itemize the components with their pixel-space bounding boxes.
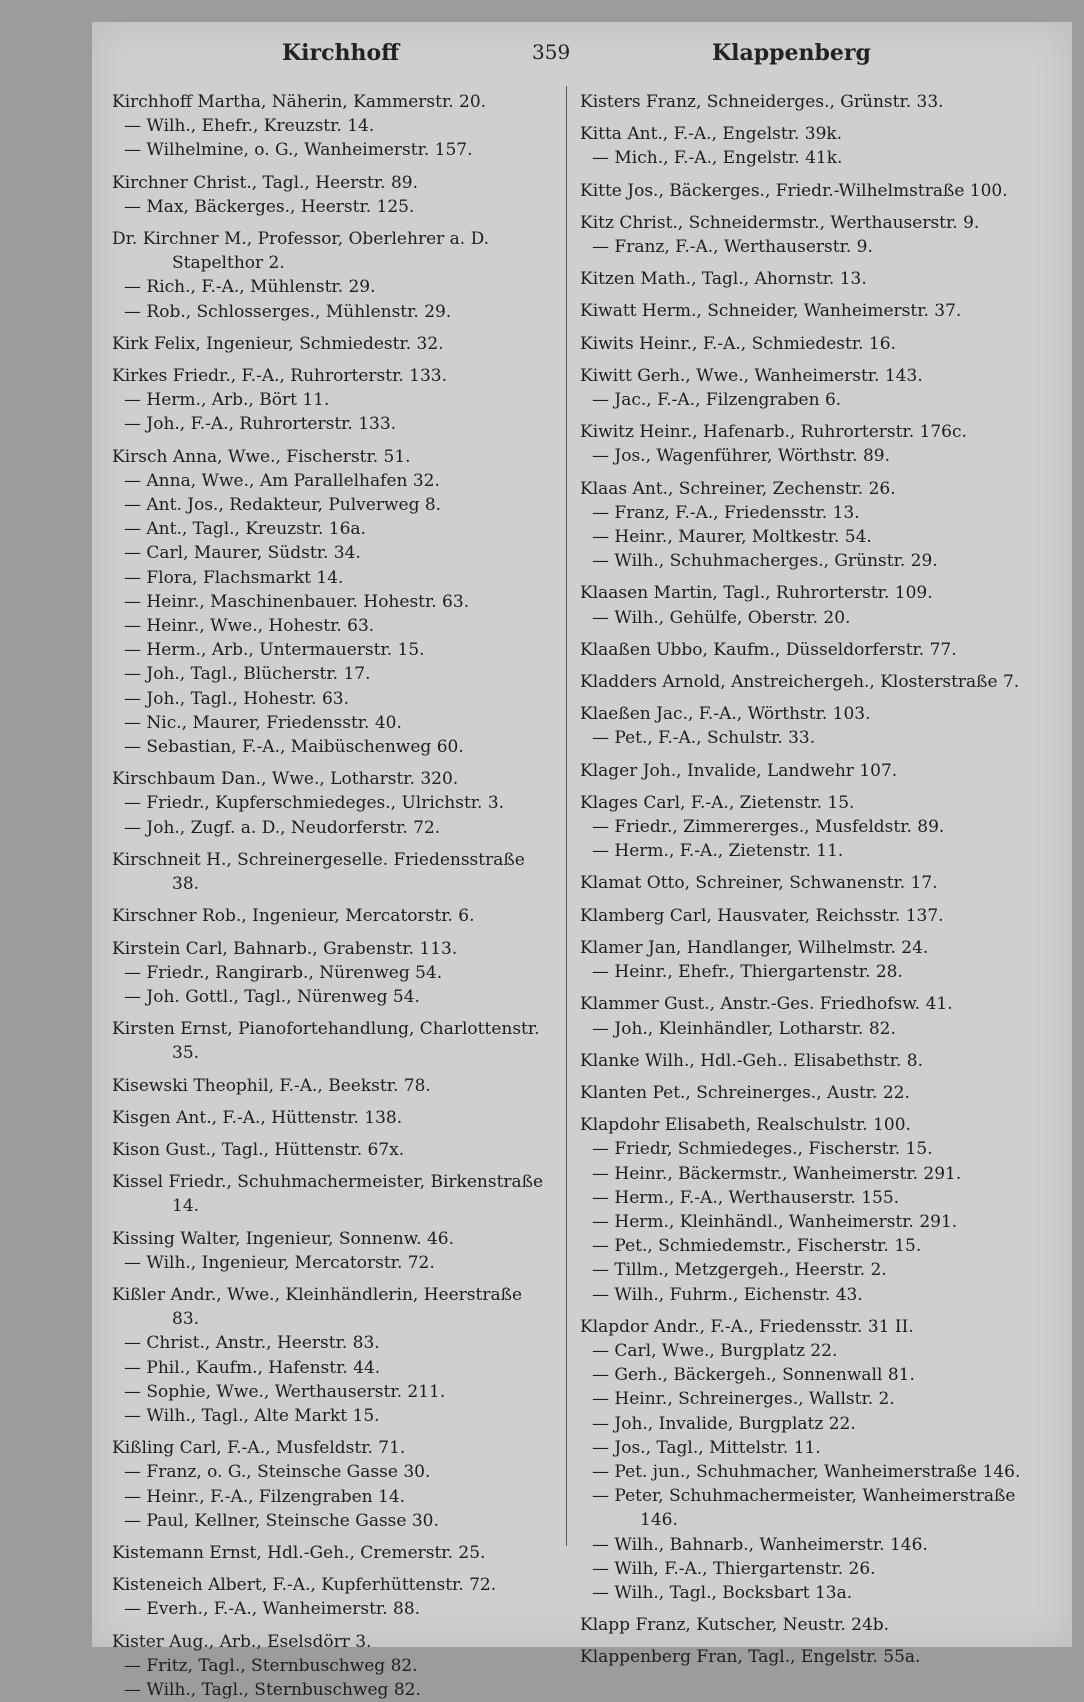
directory-entry: — Wilh., Ehefr., Kreuzstr. 14.	[124, 116, 375, 137]
directory-entry: — Ant., Tagl., Kreuzstr. 16a.	[124, 519, 366, 540]
directory-entry: Klammer Gust., Anstr.-Ges. Friedhofsw. 41.	[580, 994, 953, 1015]
directory-entry: — Heinr., F.-A., Filzengraben 14.	[124, 1486, 406, 1507]
directory-entry: Kirschner Rob., Ingenieur, Mercatorstr. 6.	[112, 906, 475, 927]
directory-entry: Kitta Ant., F.-A., Engelstr. 39k.	[580, 124, 843, 145]
directory-entry: Kirkes Friedr., F.-A., Ruhrorterstr. 133.	[112, 366, 447, 387]
directory-entry: — Rich., F.-A., Mühlenstr. 29.	[124, 277, 376, 298]
directory-entry: — Anna, Wwe., Am Parallelhafen 32.	[124, 470, 440, 491]
directory-entry: Kißling Carl, F.-A., Musfeldstr. 71.	[112, 1438, 406, 1459]
directory-entry: — Carl, Wwe., Burgplatz 22.	[592, 1340, 838, 1361]
directory-entry: — Wilh., Tagl., Alte Markt 15.	[124, 1405, 380, 1426]
page-number: 359	[532, 40, 571, 64]
directory-entry: — Max, Bäckerges., Heerstr. 125.	[124, 196, 415, 217]
directory-entry: — Sebastian, F.-A., Maibüschenweg 60.	[124, 737, 464, 758]
directory-entry: — Jos., Wagenführer, Wörthstr. 89.	[592, 446, 890, 467]
directory-entry: Kison Gust., Tagl., Hüttenstr. 67x.	[112, 1139, 405, 1160]
directory-entry: Kirstein Carl, Bahnarb., Grabenstr. 113.	[112, 938, 458, 959]
directory-entry: — Wilh., Fuhrm., Eichenstr. 43.	[592, 1284, 863, 1305]
directory-entry: — Pet. jun., Schuhmacher, Wanheimerstraße 146.	[592, 1461, 1021, 1482]
directory-entry: — Friedr., Kupferschmiedeges., Ulrichstr. 3.	[124, 793, 505, 814]
directory-entry: Kiwits Heinr., F.-A., Schmiedestr. 16.	[580, 333, 896, 354]
directory-entry: — Heinr., Ehefr., Thiergartenstr. 28.	[592, 962, 903, 983]
directory-entry: — Joh., F.-A., Ruhrorterstr. 133.	[124, 414, 397, 435]
directory-entry: Kirchner Christ., Tagl., Heerstr. 89.	[112, 172, 418, 193]
directory-entry: — Rob., Schlosserges., Mühlenstr. 29.	[124, 301, 452, 322]
directory-entry: — Wilh., Tagl., Bocksbart 13a.	[592, 1582, 853, 1603]
directory-entry: — Everh., F.-A., Wanheimerstr. 88.	[124, 1599, 421, 1620]
directory-entry: — Herm., Arb., Bört 11.	[124, 390, 330, 411]
directory-entry: — Wilhelmine, o. G., Wanheimerstr. 157.	[124, 140, 473, 161]
directory-entry: — Herm., F.-A., Werthauserstr. 155.	[592, 1187, 900, 1208]
directory-entry: — Pet., F.-A., Schulstr. 33.	[592, 728, 816, 749]
header-right-word: Klappenberg	[712, 40, 871, 66]
directory-entry: Kitzen Math., Tagl., Ahornstr. 13.	[580, 269, 867, 290]
directory-entry: — Herm., F.-A., Zietenstr. 11.	[592, 841, 844, 862]
directory-entry: — Joh., Zugf. a. D., Neudorferstr. 72.	[124, 817, 441, 838]
directory-entry: — Heinr., Bäckermstr., Wanheimerstr. 291.	[592, 1163, 962, 1184]
directory-entry: Klapp Franz, Kutscher, Neustr. 24b.	[580, 1615, 890, 1636]
directory-entry: — Christ., Anstr., Heerstr. 83.	[124, 1333, 380, 1354]
directory-entry: — Heinr., Maschinenbauer. Hohestr. 63.	[124, 591, 470, 612]
directory-entry: — Wilh., Gehülfe, Oberstr. 20.	[592, 607, 851, 628]
directory-entry: Kisgen Ant., F.-A., Hüttenstr. 138.	[112, 1107, 403, 1128]
directory-entry: Kirsch Anna, Wwe., Fischerstr. 51.	[112, 446, 411, 467]
directory-entry: — Joh., Tagl., Blücherstr. 17.	[124, 664, 371, 685]
directory-entry: — Joh., Invalide, Burgplatz 22.	[592, 1413, 856, 1434]
directory-entry: — Jos., Tagl., Mittelstr. 11.	[592, 1437, 821, 1458]
directory-entry: — Gerh., Bäckergeh., Sonnenwall 81.	[592, 1365, 915, 1386]
directory-entry: Klapdor Andr., F.-A., Friedensstr. 31 II.	[580, 1316, 914, 1337]
directory-entry: Dr. Kirchner M., Professor, Oberlehrer a. D. Stapelthor 2.	[112, 229, 490, 274]
directory-entry: Klappenberg Fran, Tagl., Engelstr. 55a.	[580, 1647, 921, 1668]
directory-entry: Kiwitt Gerh., Wwe., Wanheimerstr. 143.	[580, 365, 923, 386]
directory-entry: Klamberg Carl, Hausvater, Reichsstr. 137.	[580, 905, 944, 926]
directory-entry: — Carl, Maurer, Südstr. 34.	[124, 543, 361, 564]
directory-entry: — Joh. Gottl., Tagl., Nürenweg 54.	[124, 986, 420, 1007]
directory-entry: Kisters Franz, Schneiderges., Grünstr. 33.	[580, 92, 944, 112]
page-header	[92, 28, 1072, 78]
directory-entry: — Wilh., Tagl., Sternbuschweg 82.	[124, 1679, 421, 1700]
directory-entry: — Pet., Schmiedemstr., Fischerstr. 15.	[592, 1236, 922, 1257]
directory-entry: — Tillm., Metzgergeh., Heerstr. 2.	[592, 1260, 887, 1281]
directory-entry: Klaas Ant., Schreiner, Zechenstr. 26.	[580, 478, 896, 499]
directory-entry: — Wilh., Schuhmacherges., Grünstr. 29.	[592, 551, 938, 572]
directory-entry: Klapdohr Elisabeth, Realschulstr. 100.	[580, 1115, 911, 1136]
directory-entry: — Friedr., Rangirarb., Nürenweg 54.	[124, 962, 443, 983]
directory-entry: Klamat Otto, Schreiner, Schwanenstr. 17.	[580, 873, 938, 894]
directory-entry: Kirchhoff Martha, Näherin, Kammerstr. 20.	[112, 92, 487, 112]
directory-entry: — Nic., Maurer, Friedensstr. 40.	[124, 712, 402, 733]
directory-entry: Klaasen Martin, Tagl., Ruhrorterstr. 109.	[580, 583, 933, 604]
directory-entry: Kißler Andr., Wwe., Kleinhändlerin, Heerstraße 83.	[112, 1284, 523, 1330]
directory-entry: — Paul, Kellner, Steinsche Gasse 30.	[124, 1510, 439, 1531]
directory-entry: Kirschneit H., Schreinergeselle. Friedensstraße 38.	[112, 849, 525, 895]
directory-entry: Kissel Friedr., Schuhmachermeister, Birkenstraße 14.	[112, 1172, 544, 1217]
directory-entry: Klager Joh., Invalide, Landwehr 107.	[580, 760, 898, 781]
directory-entry: — Franz, o. G., Steinsche Gasse 30.	[124, 1462, 431, 1483]
directory-entry: — Phil., Kaufm., Hafenstr. 44.	[124, 1357, 381, 1378]
left-column	[112, 90, 552, 1702]
directory-entry: Klaaßen Ubbo, Kaufm., Düsseldorferstr. 77.	[580, 639, 957, 660]
directory-entry: — Peter, Schuhmachermeister, Wanheimerstraße 146.	[592, 1486, 1016, 1531]
directory-entry: — Friedr, Schmiedeges., Fischerstr. 15.	[592, 1139, 933, 1160]
directory-entry: — Joh., Tagl., Hohestr. 63.	[124, 688, 350, 709]
directory-entry: — Sophie, Wwe., Werthauserstr. 211.	[124, 1381, 446, 1402]
directory-entry: Kirk Felix, Ingenieur, Schmiedestr. 32.	[112, 333, 444, 354]
directory-entry: — Ant. Jos., Redakteur, Pulverweg 8.	[124, 495, 442, 516]
directory-entry: Kister Aug., Arb., Eselsdörr 3.	[112, 1631, 372, 1652]
directory-entry: — Heinr., Maurer, Moltkestr. 54.	[592, 527, 872, 548]
directory-entry: Klaeßen Jac., F.-A., Wörthstr. 103.	[580, 704, 871, 725]
directory-entry: — Franz, F.-A., Werthauserstr. 9.	[592, 237, 873, 258]
directory-entry: — Mich., F.-A., Engelstr. 41k.	[592, 148, 843, 169]
directory-entry: — Wilh., Bahnarb., Wanheimerstr. 146.	[592, 1534, 928, 1555]
directory-entry: — Jac., F.-A., Filzengraben 6.	[592, 390, 842, 411]
column-divider	[566, 86, 567, 1546]
directory-entry: — Heinr., Wwe., Hohestr. 63.	[124, 616, 375, 637]
directory-entry: Kisteneich Albert, F.-A., Kupferhüttenstr. 72.	[112, 1575, 497, 1596]
directory-entry: Kladders Arnold, Anstreichergeh., Klosterstraße 7.	[580, 672, 1020, 693]
directory-entry: Kiwatt Herm., Schneider, Wanheimerstr. 37.	[580, 301, 962, 322]
directory-entry: — Heinr., Schreinerges., Wallstr. 2.	[592, 1389, 895, 1410]
directory-entry: — Herm., Arb., Untermauerstr. 15.	[124, 640, 425, 661]
directory-entry: — Wilh., Ingenieur, Mercatorstr. 72.	[124, 1252, 435, 1273]
right-column	[580, 90, 1028, 1670]
directory-entry: — Flora, Flachsmarkt 14.	[124, 567, 344, 588]
directory-entry: Klages Carl, F.-A., Zietenstr. 15.	[580, 792, 855, 813]
directory-entry: Kissing Walter, Ingenieur, Sonnenw. 46.	[112, 1228, 455, 1249]
directory-entry: Kitte Jos., Bäckerges., Friedr.-Wilhelmstraße 100.	[580, 180, 1008, 201]
directory-entry: Kirsten Ernst, Pianofortehandlung, Charlottenstr. 35.	[112, 1019, 540, 1064]
directory-entry: Klamer Jan, Handlanger, Wilhelmstr. 24.	[580, 937, 929, 958]
directory-entry: Kitz Christ., Schneidermstr., Werthauserstr. 9.	[580, 212, 980, 233]
directory-entry: Klanke Wilh., Hdl.-Geh.. Elisabethstr. 8.	[580, 1050, 923, 1071]
directory-entry: — Herm., Kleinhändl., Wanheimerstr. 291.	[592, 1211, 958, 1232]
directory-entry: Kiwitz Heinr., Hafenarb., Ruhrorterstr. 176c.	[580, 422, 967, 443]
directory-entry: — Joh., Kleinhändler, Lotharstr. 82.	[592, 1018, 896, 1039]
directory-entry: Kirschbaum Dan., Wwe., Lotharstr. 320.	[112, 769, 459, 790]
directory-entry: — Fritz, Tagl., Sternbuschweg 82.	[124, 1655, 418, 1676]
directory-entry: — Franz, F.-A., Friedensstr. 13.	[592, 502, 860, 523]
directory-entry: Klanten Pet., Schreinerges., Austr. 22.	[580, 1082, 910, 1103]
directory-entry: — Friedr., Zimmererges., Musfeldstr. 89.	[592, 817, 945, 838]
directory-entry: — Wilh, F.-A., Thiergartenstr. 26.	[592, 1558, 876, 1579]
directory-entry: Kisewski Theophil, F.-A., Beekstr. 78.	[112, 1075, 431, 1096]
directory-entry: Kistemann Ernst, Hdl.-Geh., Cremerstr. 25.	[112, 1542, 486, 1563]
header-left-word: Kirchhoff	[282, 40, 400, 66]
